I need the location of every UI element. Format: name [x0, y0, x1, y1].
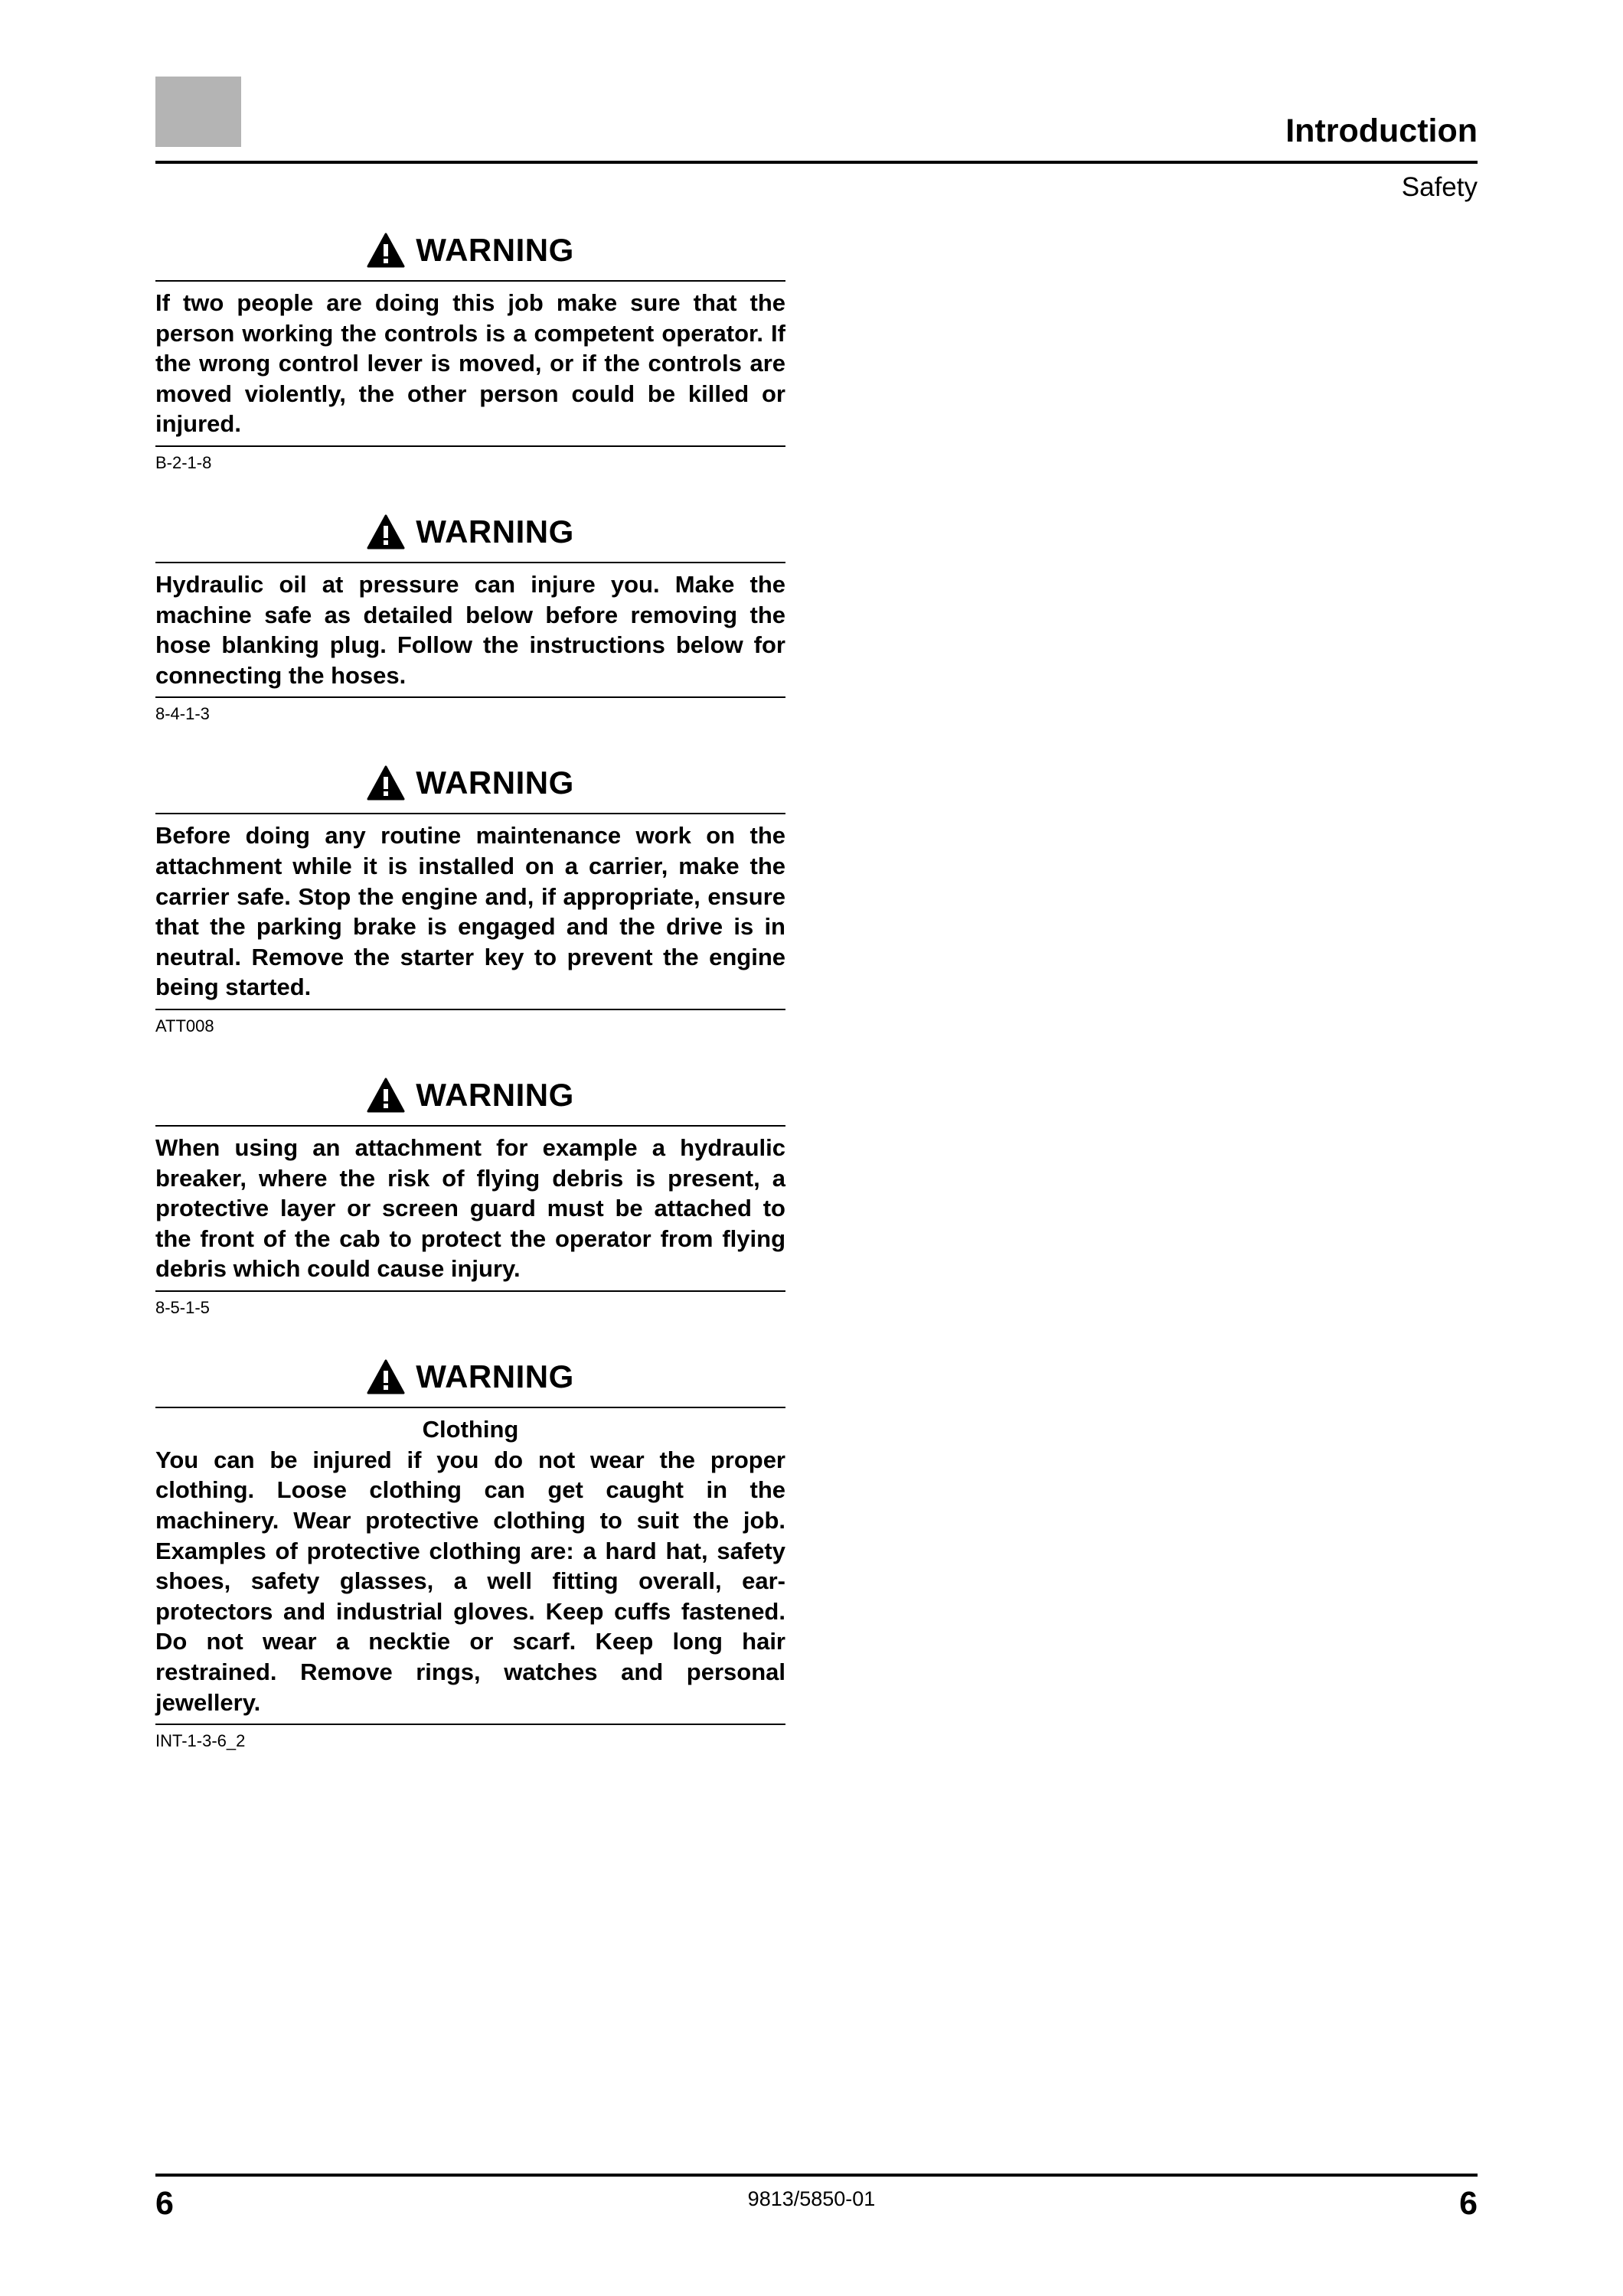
chapter-title: Introduction — [1285, 113, 1478, 149]
document-number: 9813/5850-01 — [747, 2187, 876, 2210]
warning-reference: B-2-1-8 — [155, 452, 212, 472]
warning-subheading: Clothing — [422, 1415, 519, 1443]
warning-block — [155, 761, 785, 1035]
footer-divider — [155, 2174, 1478, 2177]
page-number-left: 6 — [155, 2185, 174, 2222]
warning-box — [155, 1125, 785, 1292]
warning-text: You can be injured if you do not wear the proper clothing. Loose clothing can get caught in the machinery. Wear protective clothing to suit the job. Examples of protective clothing are: a hard hat, safety shoes, safety glasses, a well fitting overall, ear-protectors and industrial gloves. Keep cuffs fastened. Do not wear a necktie or scarf. Keep long hair restrained. Remove rings, watches and personal jewellery. — [155, 1446, 785, 1716]
section-tab-marker — [155, 77, 241, 147]
warning-title: WARNING — [416, 1358, 574, 1394]
warnings-column — [155, 228, 785, 1788]
warning-block — [155, 510, 785, 722]
warning-triangle-icon — [367, 514, 405, 550]
warning-text: If two people are doing this job make sure that the person working the controls is a competent operator. If the wrong control lever is moved, or if the controls are moved violently, the other person could be killed or injured. — [155, 289, 785, 438]
warning-reference: 8-4-1-3 — [155, 704, 210, 724]
warning-box — [155, 280, 785, 447]
warning-title: WARNING — [416, 513, 574, 550]
warning-box — [155, 562, 785, 698]
warning-heading — [155, 1073, 785, 1117]
warning-box — [155, 813, 785, 1010]
warning-title: WARNING — [416, 765, 574, 801]
warning-text: Hydraulic oil at pressure can injure you. Make the machine safe as detailed below before removing the hose blanking plug. Follow the instructions below for connecting the hoses. — [155, 570, 785, 689]
warning-text: Before doing any routine maintenance work on the attachment while it is installed on a carrier, make the carrier safe. Stop the engine and, if appropriate, ensure that the parking brake is engaged and the drive is in neutral. Remove the starter key to prevent the engine being started. — [155, 822, 785, 1001]
warning-block — [155, 1355, 785, 1750]
warning-triangle-icon — [367, 1078, 405, 1113]
header-divider — [155, 161, 1478, 164]
warning-box — [155, 1407, 785, 1725]
section-subtitle: Safety — [1401, 172, 1478, 202]
warning-block — [155, 1073, 785, 1316]
warning-triangle-icon — [367, 233, 405, 268]
warning-heading — [155, 761, 785, 805]
warning-reference: INT-1-3-6_2 — [155, 1731, 246, 1751]
warning-title: WARNING — [416, 1076, 574, 1113]
warning-triangle-icon — [367, 1359, 405, 1394]
warning-text: When using an attachment for example a hydraulic breaker, where the risk of flying debris is present, a protective layer or screen guard must be attached to the front of the cab to protect the operator from flying debris which could cause injury. — [155, 1133, 785, 1283]
warning-heading — [155, 510, 785, 554]
warning-reference: ATT008 — [155, 1016, 214, 1035]
warning-reference: 8-5-1-5 — [155, 1297, 210, 1317]
warning-title: WARNING — [416, 232, 574, 268]
page-number-right: 6 — [1459, 2185, 1478, 2222]
warning-block — [155, 228, 785, 471]
warning-heading — [155, 1355, 785, 1399]
warning-triangle-icon — [367, 765, 405, 801]
warning-heading — [155, 228, 785, 272]
